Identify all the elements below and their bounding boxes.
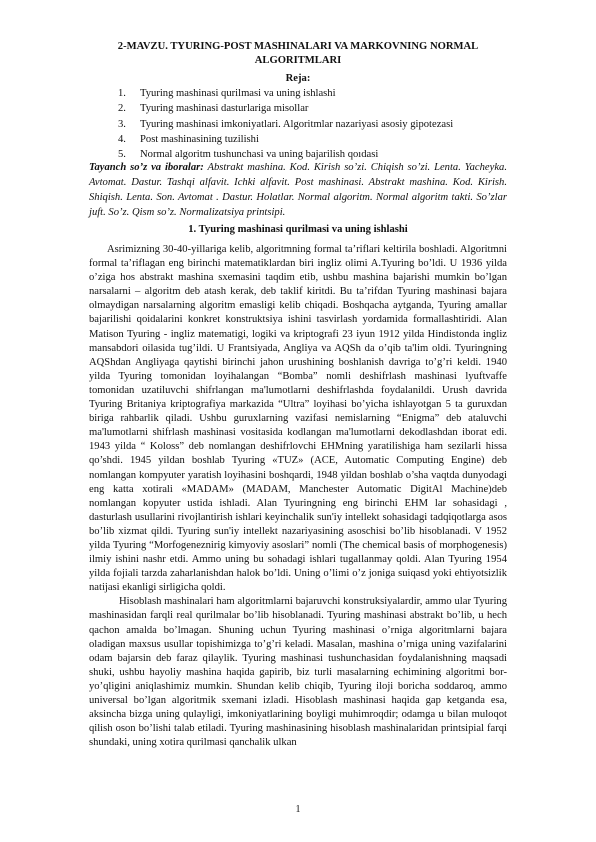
plan-item — [118, 86, 453, 101]
plan-item-text: Tyuring mashinasi dasturlariga misollar — [140, 103, 309, 115]
document-title: 2-MAVZU. TYURING-POST MASHINALARI VA MARKOVNING NORMAL ALGORITMLARI — [117, 41, 479, 66]
plan-item-number: 3. — [118, 118, 126, 130]
page-number: 1 — [295, 804, 301, 815]
paragraph: Hisoblash mashinalari ham algoritmlarni bajaruvchi konstruksiyalardir, ammo ular Tyuring mashinasidan farqli real qurilmalar bo’lib hisoblanadi. Tyuring mashinasi abstrakt bo’lib, u hech qachon amalda bo’lmagan. Shuning uchun Tyuring mashinasi o’rniga algoritmlarni bajara oladigan maxsus usullar topishimizga to’g’ri keladi. Masalan, mashina o’rniga uning vazifalarini odam bajarsin deb faraz qilaylik. Tyuring mashinasi tushunchasidan foydalanishning maqsadi shuki, ushbu hayoliy mashina haqida gapirib, biz turli masalarning echimining algoritmi bor-yo’qligini aniqlashimiz mumkin. Shundan kelib chiqib, Tyuring iloji boricha soddaroq, ammo universal bo’lgan algoritmik sxemani izladi. Hisoblash mashinasi haqida gap ketganda esa, aksincha bizga uning qulayligi, imkoniyatlarining boyligi muhimroqdir; odamga u bilan muloqot qilish oson bo’lishi talab etiladi. Tyuring mashinasining hisoblash mashinalaridan printsipial farqi shundaki, uning xotira qurilmasi qanchalik ulkan — [89, 596, 507, 749]
plan-item-text: Tyuring mashinasi imkoniyatlari. Algoritmlar nazariyasi asosiy gipotezasi — [140, 118, 454, 130]
keywords-block — [89, 160, 507, 220]
plan-item-number: 2. — [118, 103, 126, 115]
section-heading: 1. Tyuring mashinasi qurilmasi va uning ishlashi — [188, 224, 408, 235]
plan-item — [118, 117, 453, 132]
plan-item-text: Tyuring mashinasi qurilmasi va uning ishlashi — [140, 88, 336, 99]
plan-item-number: 1. — [118, 88, 126, 99]
body-text — [89, 243, 507, 750]
plan-item-text: Normal algoritm tushunchasi va uning bajarilish qoıdasi — [140, 149, 379, 161]
plan-item-number: 4. — [118, 133, 126, 145]
plan-item — [118, 101, 453, 116]
keywords-text: Abstrakt mashina. Kod. Kirish so’zi. Chiqish so’zi. Lenta. Yacheyka. Avtomat. Dastur. Tashqi alfavit. Ichki alfavit. Post mashinasi. Abstrakt mashina. Kod. Kirish. Shiqish. Lenta. Son. Avtomat . Dastur. Holatlar. Normal algoritm. Normal algoritm takti. So’zlar juft. So’z. Qism so’z. Normalizatsiya printsipi. — [89, 162, 507, 218]
paragraph: Asrimizning 30-40-yillariga kelib, algoritmning formal ta’riflari keltirila boshladi. Algoritmni formal ta’riflagan eng birinchi matematiklardan biri ingliz olimi A.Tyuring bo’ldi. U 1936 yilda o’ziga hos abstrakt mashina sxemasini taqdim etib, ushbu mashina bajarishi mumkin bo’lgan narsalarni – algoritm deb atash kerak, deb taklif kiritdi. Bu ta’rifdan Tyuring mashinasi bajara olmaydigan narsalarning algoritm emasligi kelib chiqadi. Boshqacha aytganda, Tyuring amallar bajarilishi qoidalarini konkret konstruktsiya ishini tasvirlash yordamida formallashtiridi. Alan Matison Tyuring - ingliz matematigi, logiki va kriptografi 23 iyun 1912 yilda Hindistonda ingliz mansabdori oilasida tug’ildi. U Frantsiyada, Angliya va AQSh da o’qib ta'lim oldi. Tyuringning AQShdan Angliyaga qaytishi birinchi jahon urushining boshlanish davriga to’g’ri keldi. 1940 yilda Tyuring tomonidan loyihalangan “Bomba” nomli deshifrlash mashinasi lyuftvaffe tomonidan uzatiluvchi shifrlangan ma'lumotlarni deshifrlashda foydalanildi. Urush davrida Tyuring Britaniya kriptografiya markazida “Ultra” loyihasi bo’yicha ishlayotgan 5 ta guruxdan biriga rahbarlik qiladi. Ushbu guruxlarning vazifasi nemislarning “Enigma” deb ataluvchi ma'lumotlarni shifrlash mashinasi vositasida kodlangan ma'lumotlarni dekodlashdan iborat edi. 1943 yilda “ Koloss” deb nomlangan deshifrlovchi EHMning yaratilishiga ham sezilarli hissa qo’shdi. 1945 yildan boshlab Tyuring «TUZ» (ACE, Automatic Computing Engine) deb nomlangan kompyuter yaratish loyihasini boshqardi, 1948 yildan boshlab o’sha vaqtda dunyodagi eng katta xotirali «MADAM» (MADAM, Manchester Automatic DigitAl Machine)deb nomlangan kopyuter ustida ishladi. Alan Tyuringning eng birinchi EHM lar sohasidagi , dasturlash usullarini rivojlantirish ishlari keyinchalik sun'iy intellekt sohasidagi tadqiqotlarga asos bo’lib xizmat qildi. Tyuring sun'iy intellekt nazariyasining asoschisi bo’lib hisoblanadi. V 1952 yilda Tyuring “Morfogeneznirig kimyoviy asoslari” nomli (The chemical basis of morphogenesis) ilmiy ishini nashr etdi. Ammo uning bu sohadagi ishlari tugallanmay qoldi. Alan Tyuring 1954 yilda fojiali tarzda zaharlanishdan halok bo’ldi. Uning o’limi o’z joniga suiqasd yoki ehtiyotsizlik natijasi ekanligi sirligicha qoldi. — [89, 244, 507, 594]
plan-item-number: 5. — [118, 149, 126, 161]
plan-list — [118, 86, 453, 162]
keywords-label: Tayanch so’z va iboralar: — [89, 162, 204, 173]
plan-item-text: Post mashinasining tuzilishi — [140, 133, 259, 145]
plan-item — [118, 132, 453, 147]
plan-heading: Reja: — [285, 73, 311, 84]
